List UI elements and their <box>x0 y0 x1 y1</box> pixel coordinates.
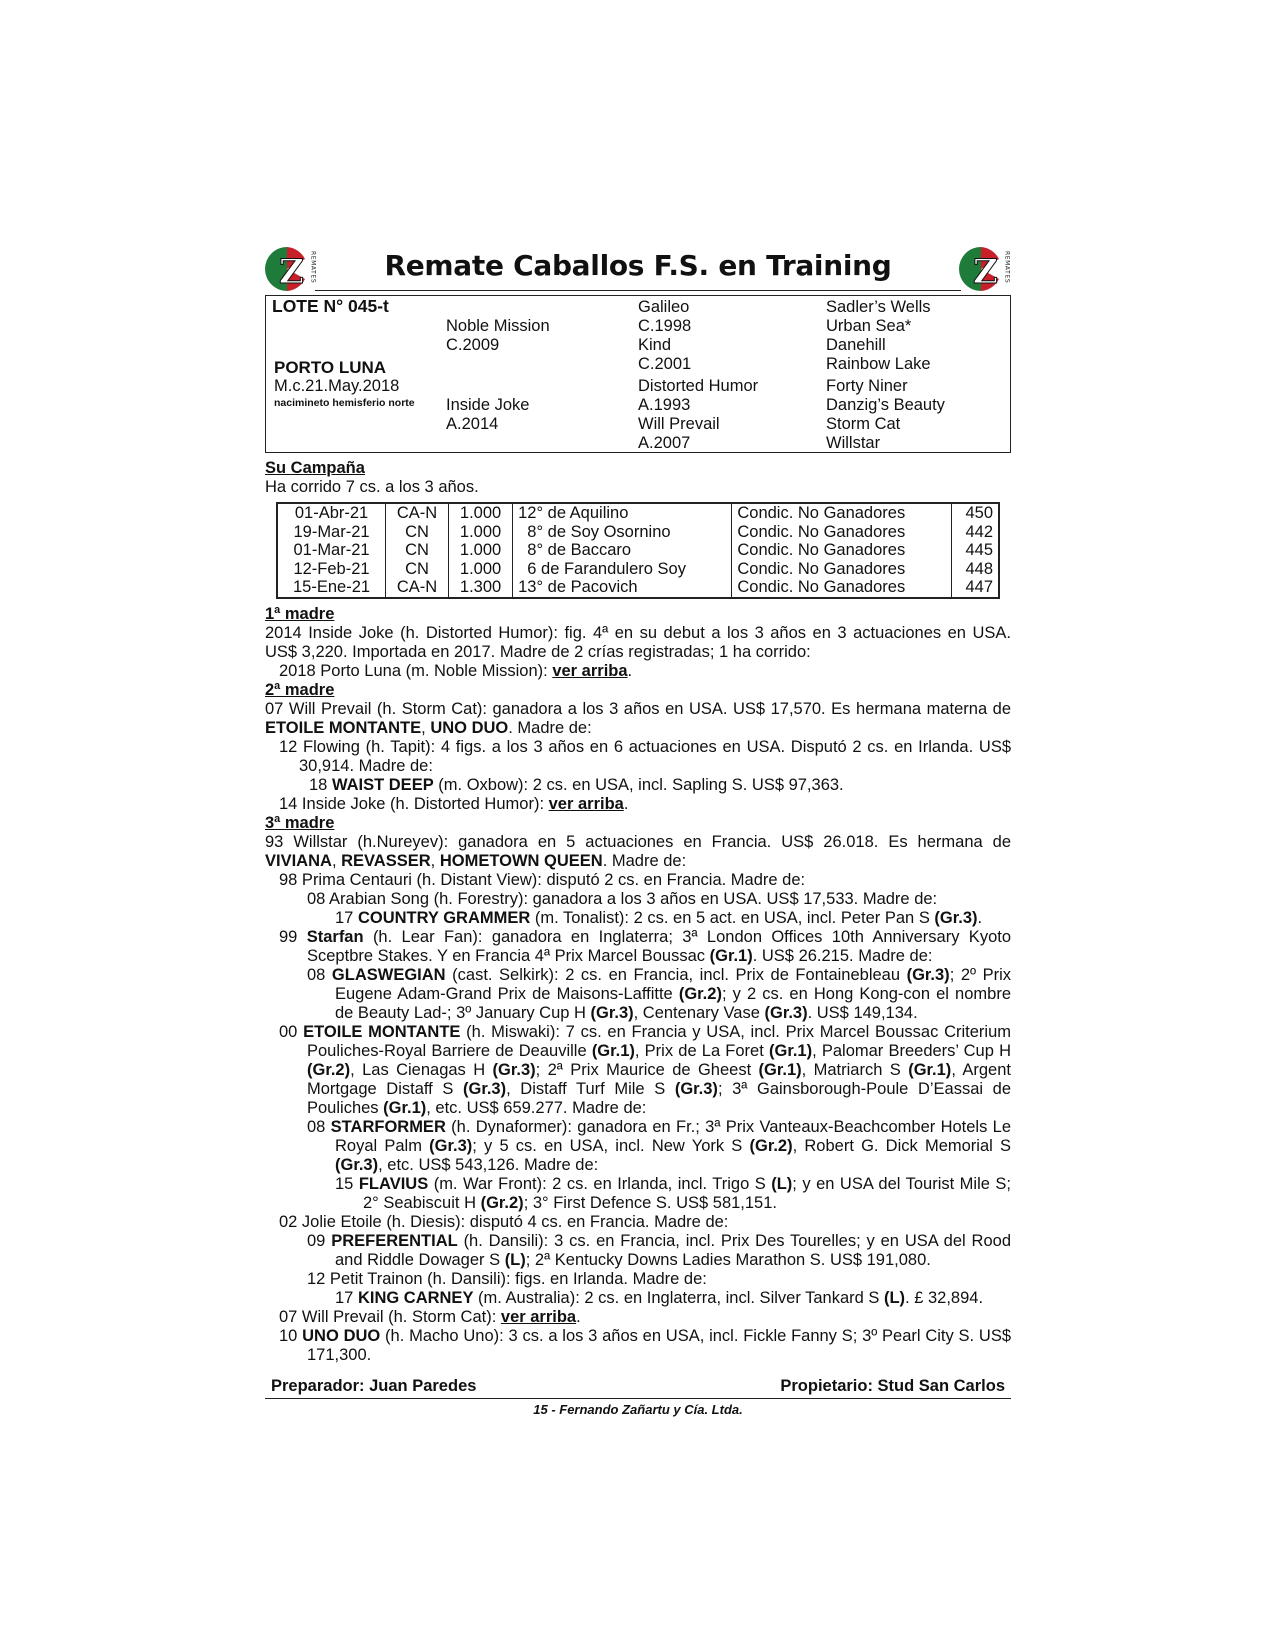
race-distance: 1.300 <box>449 578 513 598</box>
gen4-ancestor: Forty Niner <box>826 377 908 395</box>
race-track: CN <box>386 541 449 560</box>
horse-name: PORTO LUNA <box>274 358 387 377</box>
sire-name: Noble Mission <box>446 317 550 335</box>
race-track: CN <box>386 560 449 579</box>
pedigree-box <box>265 295 1011 453</box>
catalog-page <box>265 245 1011 1417</box>
campaign-heading: Su Campaña <box>265 459 365 477</box>
table-row <box>277 560 999 579</box>
gen4-ancestor: Urban Sea* <box>826 317 912 335</box>
owner: Propietario: Stud San Carlos <box>780 1376 1005 1395</box>
svg-text:Z: Z <box>279 252 304 292</box>
first-dam-text: 2014 Inside Joke (h. Distorted Humor): fig. 4ª en su debut a los 3 años en 3 actuaciones en USA. US$ 3,220. Importada en 2017. Madre de 2 crías registradas; 1 ha corrido: <box>265 623 1011 661</box>
trainer: Preparador: Juan Paredes <box>271 1376 477 1395</box>
second-dam-text: 07 Will Prevail (h. Storm Cat): ganadora a los 3 años en USA. US$ 17,570. Es hermana materna de ETOILE MONTANTE, UNO DUO. Madre de: <box>265 699 1011 737</box>
dam-info: A.2014 <box>446 415 499 433</box>
race-distance: 1.000 <box>449 560 513 579</box>
list-item: 99 Starfan (h. Lear Fan): ganadora en Inglaterra; 3ª London Offices 10th Anniversary Kyoto Sceptbre Stakes. Y en Francia 4ª Prix Marcel Boussac (Gr.1). US$ 26.215. Madre de: <box>279 927 1012 965</box>
race-track: CN <box>386 523 449 542</box>
race-distance: 1.000 <box>449 541 513 560</box>
third-dam-text: 93 Willstar (h.Nureyev): ganadora en 5 actuaciones en Francia. US$ 26.018. Es hermana de VIVIANA, REVASSER, HOMETOWN QUEEN. Madre de: <box>265 832 1011 870</box>
race-race: Condic. No Ganadores <box>732 578 951 598</box>
gen4-ancestor: Rainbow Lake <box>826 355 931 373</box>
svg-text:Z: Z <box>973 252 998 292</box>
table-row <box>277 503 999 523</box>
horse-note: nacimineto hemisferio norte <box>274 397 415 409</box>
race-track: CA-N <box>386 578 449 598</box>
race-result: 13° de Pacovich <box>513 578 732 598</box>
dam-sire-name: Distorted Humor <box>638 377 759 395</box>
first-dam-offspring: 2018 Porto Luna (m. Noble Mission): ver arriba. <box>279 661 633 680</box>
footer <box>265 1377 1011 1396</box>
gen4-ancestor: Danzig’s Beauty <box>826 396 945 414</box>
page-footer-note: 15 - Fernando Zañartu y Cía. Ltda. <box>533 1401 743 1417</box>
lot-number: LOTE N° 045-t <box>272 296 389 316</box>
race-date: 12-Feb-21 <box>293 559 370 578</box>
race-date: 01-Abr-21 <box>294 504 369 522</box>
race-race: Condic. No Ganadores <box>732 541 951 560</box>
dam-sire-info: A.1993 <box>638 396 691 414</box>
table-row <box>277 578 999 598</box>
race-race: Condic. No Ganadores <box>732 560 951 579</box>
list-item: 10 UNO DUO (h. Macho Uno): 3 cs. a los 3 años en USA, incl. Fickle Fanny S; 3º Pearl City S. US$ 171,300. <box>279 1326 1012 1364</box>
list-item: 08 Arabian Song (h. Forestry): ganadora a los 3 años en USA. US$ 17,533. Madre de: <box>307 889 938 908</box>
race-result: 8° de Baccaro <box>513 541 732 560</box>
race-weight: 447 <box>951 578 999 598</box>
list-item: 00 ETOILE MONTANTE (h. Miswaki): 7 cs. en Francia y USA, incl. Prix Marcel Boussac Criterium Pouliches-Royal Barriere de Deauville (Gr.1), Prix de La Foret (Gr.1), Palomar Breeders’ Cup H (Gr.2), Las Cienagas H (Gr.3); 2ª Prix Maurice de Gheest (Gr.1), Matriarch S (Gr.1), Argent Mortgage Distaff S (Gr.3), Distaff Turf Mile S (Gr.3); 3ª Gainsborough-Poule D’Eassai de Pouliches (Gr.1), etc. US$ 659.277. Madre de: <box>279 1022 1012 1117</box>
second-dam-section <box>265 681 1011 814</box>
race-race: Condic. No Ganadores <box>732 503 951 523</box>
first-dam-heading: 1ª madre <box>265 604 335 623</box>
gen4-ancestor: Sadler’s Wells <box>826 298 931 316</box>
grandsire-name: Galileo <box>638 298 690 316</box>
gen4-ancestor: Storm Cat <box>826 415 901 433</box>
remates-logo-icon <box>959 245 1011 293</box>
campaign-summary: Ha corrido 7 cs. a los 3 años. <box>265 478 479 496</box>
horse-info: M.c.21.May.2018 <box>274 377 400 395</box>
gen4-ancestor: Willstar <box>826 434 881 452</box>
see-above-link[interactable]: ver arriba <box>552 661 628 680</box>
list-item: 14 Inside Joke (h. Distorted Humor): ver arriba. <box>279 794 629 813</box>
race-distance: 1.000 <box>449 523 513 542</box>
second-dam-heading: 2ª madre <box>265 680 335 699</box>
table-row <box>277 541 999 560</box>
dam-dam-info: A.2007 <box>638 434 691 452</box>
list-item: 12 Petit Trainon (h. Dansili): figs. en Irlanda. Madre de: <box>307 1269 707 1288</box>
svg-text:REMATES: REMATES <box>309 251 317 284</box>
gen4-ancestor: Danehill <box>826 336 886 354</box>
list-item: 17 COUNTRY GRAMMER (m. Tonalist): 2 cs. en 5 act. en USA, incl. Peter Pan S (Gr.3). <box>335 908 983 927</box>
race-result: 6 de Farandulero Soy <box>513 560 732 579</box>
list-item: 02 Jolie Etoile (h. Diesis): disputó 4 cs. en Francia. Madre de: <box>279 1212 729 1231</box>
grandsire-info: C.1998 <box>638 317 692 335</box>
third-dam-heading: 3ª madre <box>265 813 335 832</box>
sire-info: C.2009 <box>446 336 500 354</box>
dam-name: Inside Joke <box>446 396 530 414</box>
list-item: 18 WAIST DEEP (m. Oxbow): 2 cs. en USA, incl. Sapling S. US$ 97,363. <box>309 775 844 794</box>
list-item: 09 PREFERENTIAL (h. Dansili): 3 cs. en Francia, incl. Prix Des Tourelles; y en USA del Rood and Riddle Dowager S (L); 2ª Kentucky Downs Ladies Marathon S. US$ 191,080. <box>307 1231 1011 1269</box>
race-weight: 445 <box>951 541 999 560</box>
race-date: 01-Mar-21 <box>293 541 370 559</box>
see-above-link[interactable]: ver arriba <box>548 794 624 813</box>
granddam-name: Kind <box>638 336 672 354</box>
race-result: 8° de Soy Osornino <box>513 523 732 542</box>
footer-rule <box>265 1398 1011 1399</box>
list-item: 08 GLASWEGIAN (cast. Selkirk): 2 cs. en Francia, incl. Prix de Fontainebleau (Gr.3); 2º Prix Eugene Adam-Grand Prix de Maisons-Laffitte (Gr.2); y 2 cs. en Hong Kong-con el nombre de Beauty Lad-; 3º January Cup H (Gr.3), Centenary Vase (Gr.3). US$ 149,134. <box>307 965 1012 1022</box>
race-distance: 1.000 <box>449 503 513 523</box>
list-item: 12 Flowing (h. Tapit): 4 figs. a los 3 años en 6 actuaciones en USA. Disputó 2 cs. en Irlanda. US$ 30,914. Madre de: <box>279 737 1011 775</box>
page-title: Remate Caballos F.S. en Training <box>384 249 892 282</box>
remates-logo-icon <box>265 245 317 293</box>
first-dam-section <box>265 605 1011 681</box>
third-dam-section <box>265 814 1011 1365</box>
table-row <box>277 523 999 542</box>
title-underline <box>315 290 961 291</box>
race-result: 12° de Aquilino <box>513 503 732 523</box>
race-weight: 450 <box>951 503 999 523</box>
list-item: 17 KING CARNEY (m. Australia): 2 cs. en Inglaterra, incl. Silver Tankard S (L). £ 32,894. <box>335 1288 984 1307</box>
race-track: CA-N <box>386 503 449 523</box>
list-item: 98 Prima Centauri (h. Distant View): disputó 2 cs. en Francia. Madre de: <box>279 870 806 889</box>
dam-dam-name: Will Prevail <box>638 415 720 433</box>
see-above-link[interactable]: ver arriba <box>500 1307 577 1326</box>
page-header <box>265 245 1011 293</box>
list-item: 07 Will Prevail (h. Storm Cat): ver arriba. <box>279 1307 581 1326</box>
list-item: 08 STARFORMER (h. Dynaformer): ganadora en Fr.; 3ª Prix Vanteaux-Beachcomber Hotels Le Royal Palm (Gr.3); y 5 cs. en USA, incl. New York S (Gr.2), Robert G. Dick Memorial S (Gr.3), etc. US$ 543,126. Madre de: <box>307 1117 1012 1174</box>
race-weight: 448 <box>951 560 999 579</box>
race-race: Condic. No Ganadores <box>732 523 951 542</box>
campaign-section <box>265 459 1011 599</box>
list-item: 15 FLAVIUS (m. War Front): 2 cs. en Irlanda, incl. Trigo S (L); y en USA del Tourist Mile S; 2° Seabiscuit H (Gr.2); 3° First Defence S. US$ 581,151. <box>335 1174 1011 1212</box>
race-date: 19-Mar-21 <box>293 522 370 541</box>
svg-text:REMATES: REMATES <box>1003 251 1011 284</box>
race-weight: 442 <box>951 523 999 542</box>
race-date: 15-Ene-21 <box>293 578 371 596</box>
race-table <box>276 502 1000 599</box>
granddam-info: C.2001 <box>638 355 692 373</box>
